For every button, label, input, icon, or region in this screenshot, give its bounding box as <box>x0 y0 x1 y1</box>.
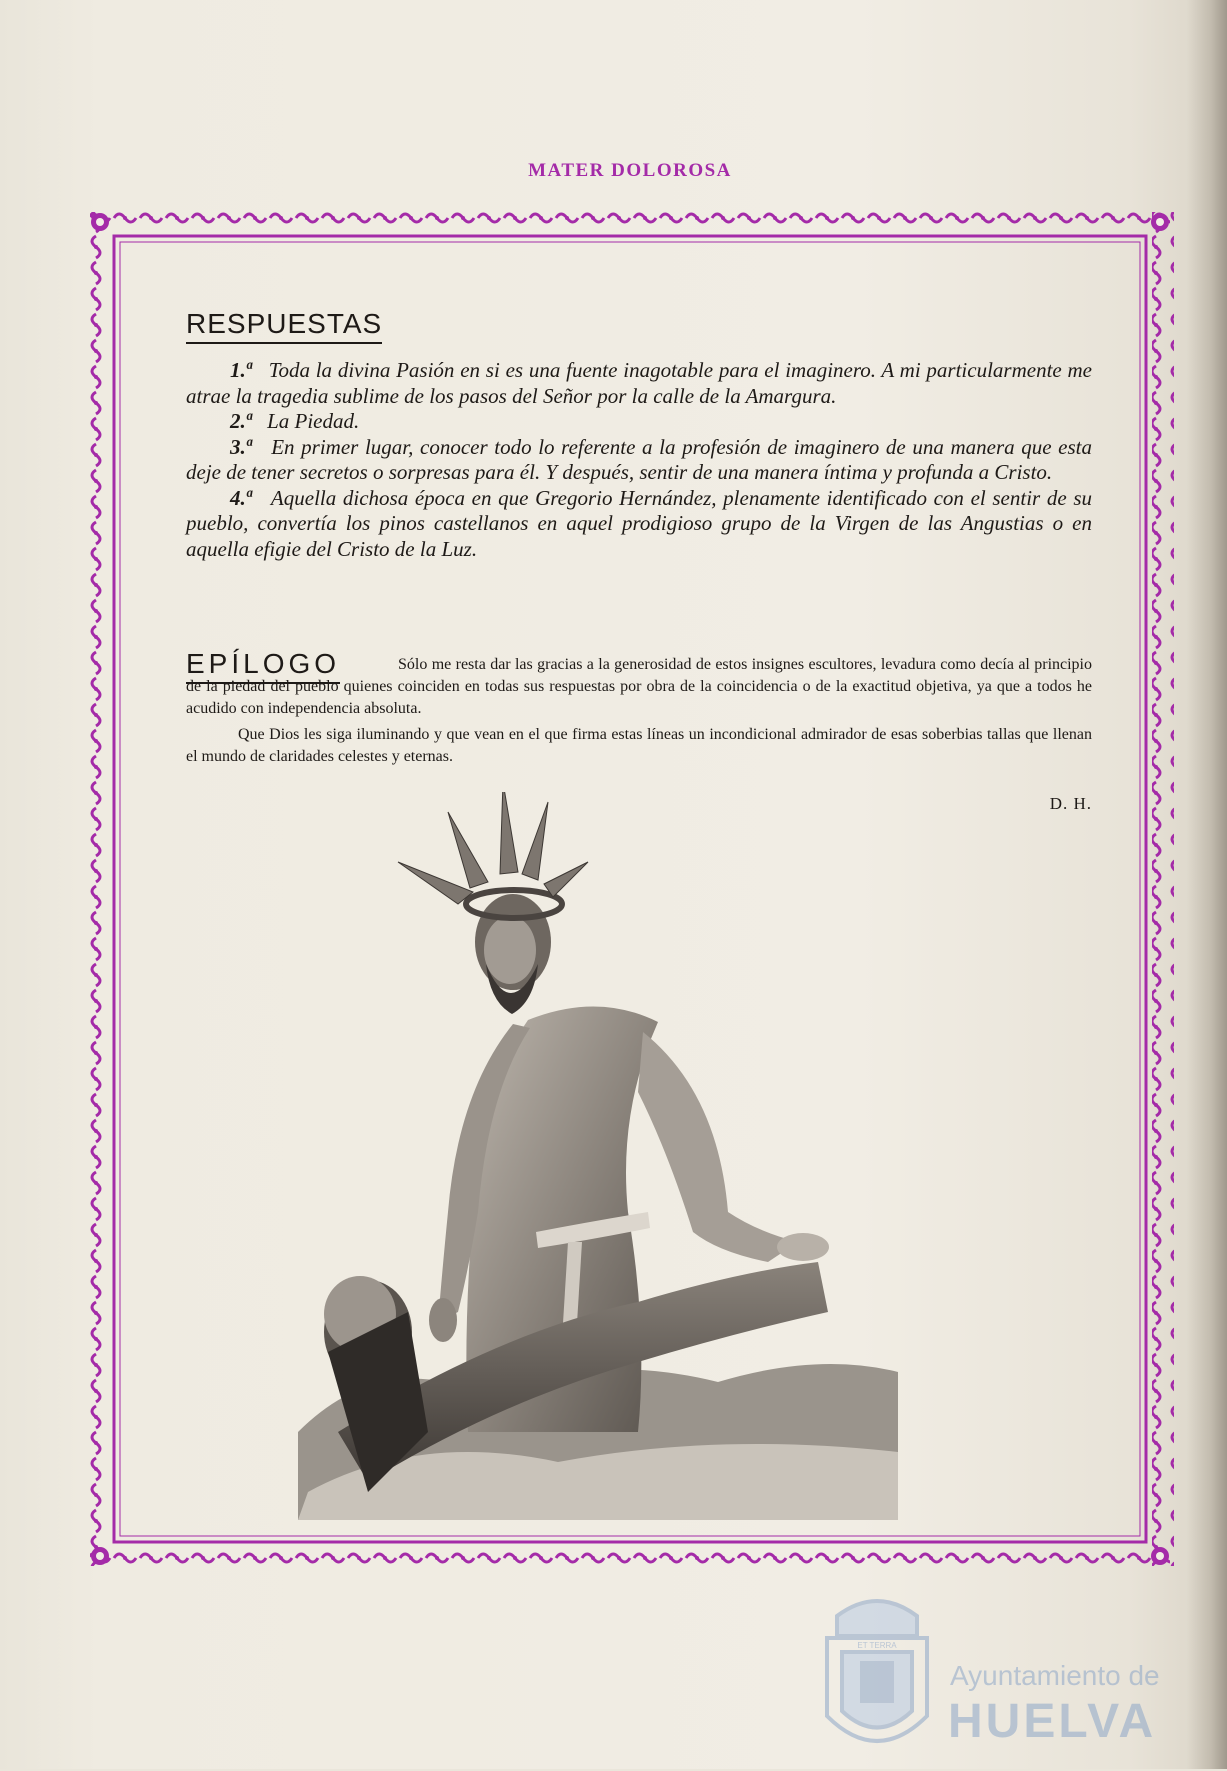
svg-text:ET TERRA: ET TERRA <box>857 1641 897 1650</box>
article-body <box>186 308 1093 813</box>
page-edge-shadow <box>1187 0 1227 1769</box>
answer-2: 2.ª La Piedad. <box>230 409 360 433</box>
answer-4: 4.ª Aquella dichosa época en que Gregorio Hernández, plenamente identificado con el sentir de su pueblo, convertía los pinos castellanos en aquel prodigioso grupo de la Virgen de las Angustias o en aquella efigie del Cristo de la Luz. <box>186 485 1092 561</box>
watermark-text-ayuntamiento: Ayuntamiento de <box>950 1660 1160 1691</box>
answer-3: 3.ª En primer lugar, conocer todo lo referente a la profesión de imaginero de una manera que esta deje de tener secretos o sorpresas para él. Y después, sentir de una manera íntima y profunda a Cristo. <box>186 434 1093 484</box>
sculpture-photograph <box>298 792 898 1520</box>
respuestas-heading: RESPUESTAS <box>186 308 382 344</box>
epilogo-paragraph-2: Que Dios les siga iluminando y que vean en el que firma estas líneas un incondicional admirador de esas soberbias tallas que llenan el mundo de claridades celestes y eternas. <box>186 726 1092 765</box>
epilogo-section <box>186 648 1092 768</box>
watermark-text-huelva: HUELVA <box>948 1695 1157 1748</box>
answer-1: 1.ª Toda la divina Pasión en si es una fuente inagotable para el imaginero. A mi particularmente me atrae la tragedia sublime de los pasos del Señor por la calle de la Amargura. <box>186 358 1093 408</box>
author-signature: D. H. <box>1049 794 1092 813</box>
watermark-ayuntamiento-huelva <box>812 1566 1192 1766</box>
epilogo-heading: EPÍLOGO <box>186 648 340 684</box>
city-coat-of-arms-icon <box>812 1566 942 1766</box>
running-header: MATER DOLOROSA <box>528 160 732 181</box>
epilogo-paragraph-1: Sólo me resta dar las gracias a la generosidad de estos insignes escultores, levadura como decía al principio de la piedad del pueblo quienes coinciden en todas sus respuestas por obra de la coincidencia o de la exactitud objetiva, ya que a todos he acudido con independencia absoluta. <box>186 656 1092 717</box>
respuestas-list <box>186 358 1092 562</box>
